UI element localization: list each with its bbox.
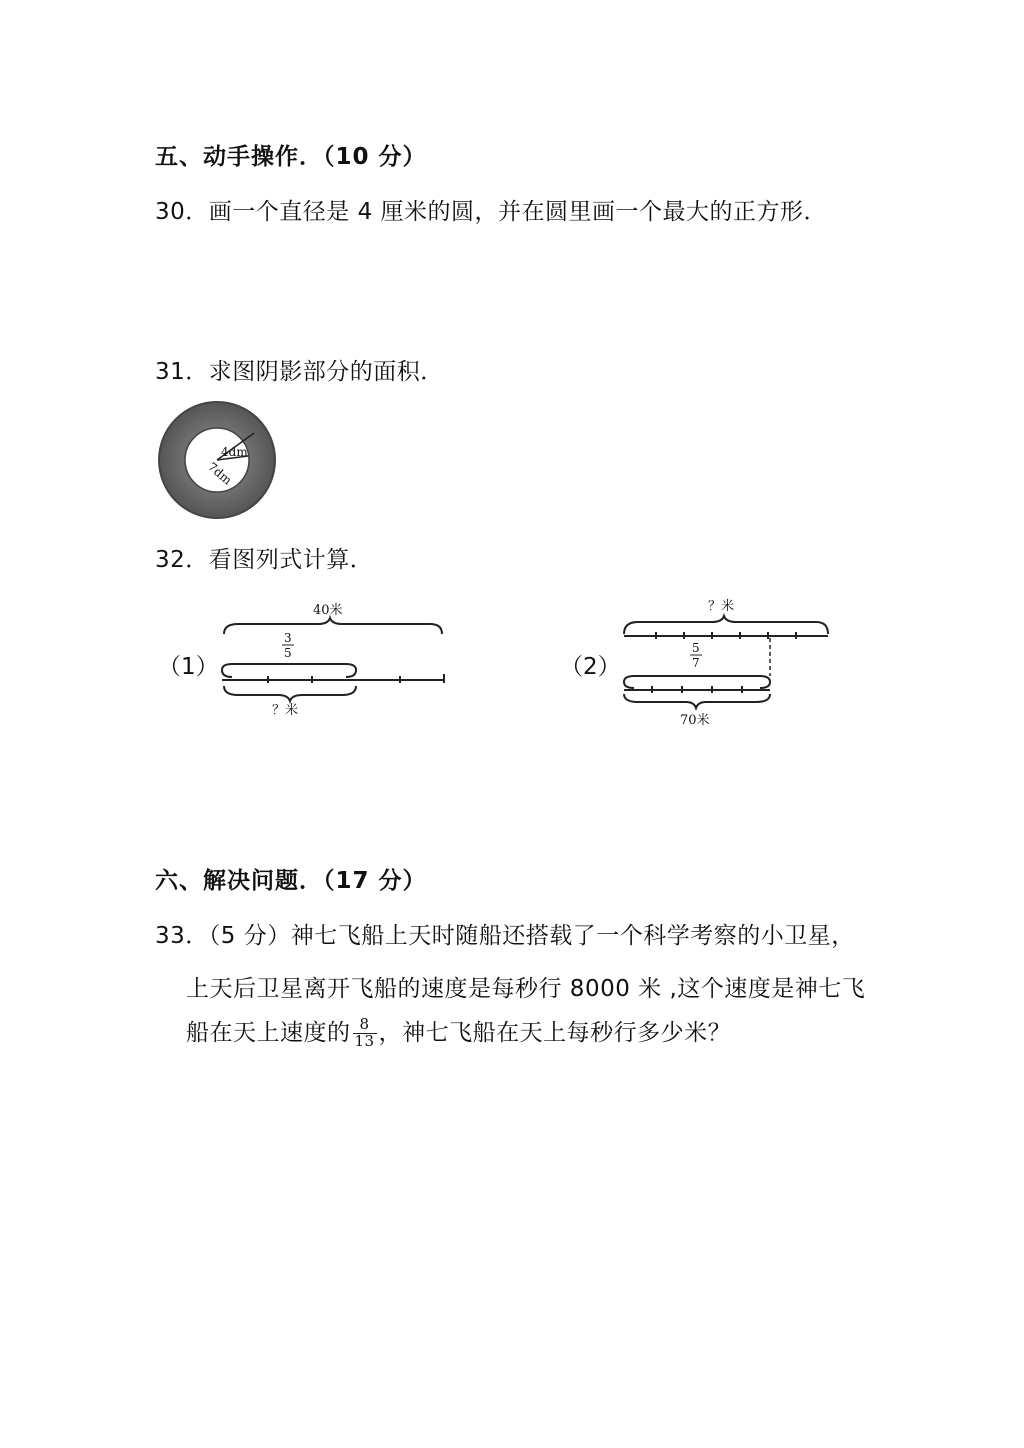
outer-radius-label: 7dm xyxy=(205,459,235,488)
figure-1-label: （1） xyxy=(158,654,219,680)
figure-2-frac-num: 5 xyxy=(692,641,700,655)
question-30: 30．画一个直径是 4 厘米的圆，并在圆里画一个最大的正方形． xyxy=(155,199,828,225)
fraction-denominator: 13 xyxy=(354,1032,375,1050)
figure-1-bottom-text: ？米 xyxy=(272,703,299,718)
section-5-title: 五、动手操作．（10 分） xyxy=(155,144,427,170)
figure-1-frac-den: 5 xyxy=(284,646,292,660)
figure-1-top-brace xyxy=(224,618,442,634)
figure-1-top-text: 40米 xyxy=(313,603,343,618)
ring-figure xyxy=(155,396,280,524)
figure-2-diagram xyxy=(620,590,834,730)
question-33-line-3 xyxy=(186,1014,731,1050)
question-31: 31．求图阴影部分的面积． xyxy=(155,359,444,385)
question-33-line-3-pre: 船在天上速度的 xyxy=(186,1020,351,1046)
inner-radius-label: 4dm xyxy=(221,445,248,459)
question-33-fraction xyxy=(353,1017,377,1050)
figure-2-bottom-brace xyxy=(624,694,770,708)
figure-1-frac-num: 3 xyxy=(284,631,292,645)
figure-1-bottom-brace xyxy=(224,686,356,701)
question-33-line-3-post: ，神七飞船在天上每秒行多少米？ xyxy=(378,1020,732,1046)
figure-2-bracket xyxy=(624,676,770,688)
section-6-title: 六、解决问题．（17 分） xyxy=(155,868,427,894)
figure-2-top-brace xyxy=(624,616,828,634)
figure-2-bottom-text: 70米 xyxy=(680,713,710,728)
figure-1-diagram xyxy=(218,596,450,722)
fraction-numerator: 8 xyxy=(359,1015,370,1034)
figure-2-frac-den: 7 xyxy=(692,656,700,670)
figure-1-part-bracket xyxy=(222,664,356,677)
question-33-line-1: 33．（5 分）神七飞船上天时随船还搭载了一个科学考察的小卫星， xyxy=(155,923,855,949)
question-33-line-2: 上天后卫星离开飞船的速度是每秒行 8000 米 ,这个速度是神七飞 xyxy=(186,976,866,1002)
figure-2-top-text: ？米 xyxy=(708,599,735,614)
figure-2-label: （2） xyxy=(560,654,621,680)
question-32: 32．看图列式计算． xyxy=(155,547,374,573)
